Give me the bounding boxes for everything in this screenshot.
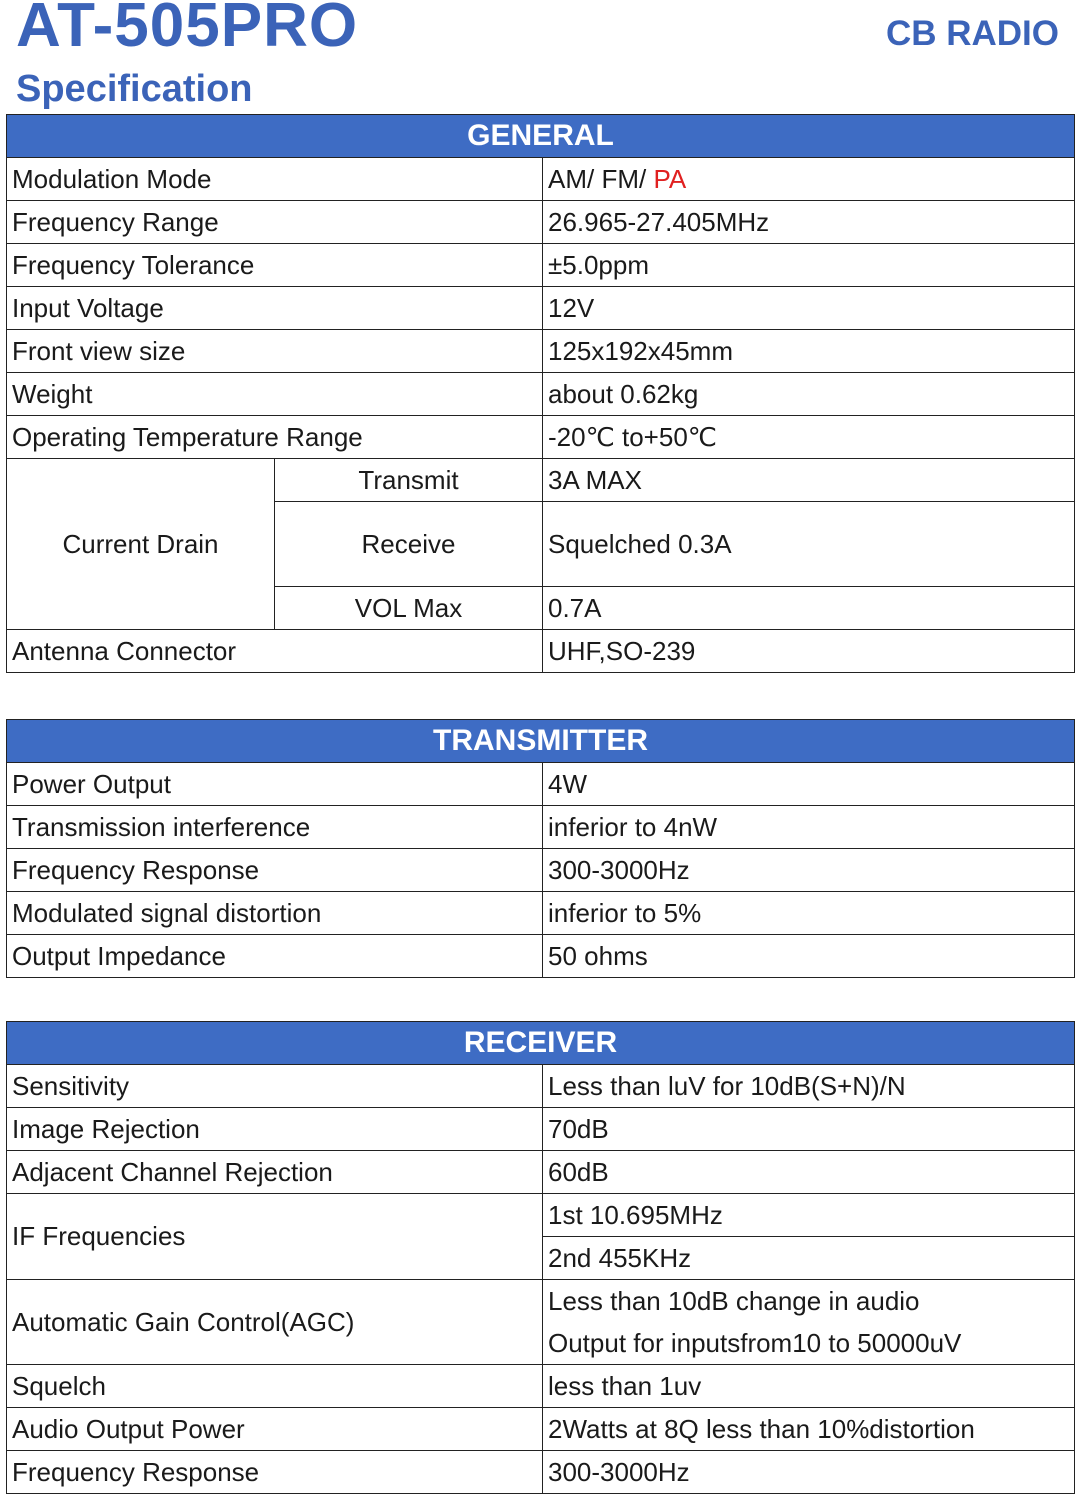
- spec-value: 125x192x45mm: [543, 330, 1075, 373]
- table-row: [7, 201, 1075, 244]
- current-drain-label: Current Drain: [7, 459, 275, 630]
- spec-label: Antenna Connector: [7, 630, 543, 673]
- spec-value: 3A MAX: [543, 459, 1075, 502]
- spec-value: less than 1uv: [543, 1365, 1075, 1408]
- transmitter-table: [6, 719, 1075, 978]
- spec-sublabel: VOL Max: [275, 587, 543, 630]
- spec-value: 12V: [543, 287, 1075, 330]
- model-title: AT-505PRO: [16, 0, 359, 60]
- spec-value: 50 ohms: [543, 935, 1075, 978]
- spec-value: Squelched 0.3A: [543, 502, 1075, 587]
- spec-label: Modulated signal distortion: [7, 892, 543, 935]
- spec-value: Less than luV for 10dB(S+N)/N: [543, 1065, 1075, 1108]
- spec-label: Input Voltage: [7, 287, 543, 330]
- highlight-value: PA: [653, 163, 687, 194]
- table-row: [7, 1194, 1075, 1237]
- table-row: [7, 1151, 1075, 1194]
- receiver-header: RECEIVER: [7, 1022, 1075, 1065]
- table-row: [7, 1365, 1075, 1408]
- spec-label: Transmission interference: [7, 806, 543, 849]
- table-row: [7, 1280, 1075, 1323]
- spec-sublabel: Transmit: [275, 459, 543, 502]
- spec-label: Frequency Response: [7, 849, 543, 892]
- spec-value: about 0.62kg: [543, 373, 1075, 416]
- table-row: [7, 1108, 1075, 1151]
- spec-label: Image Rejection: [7, 1108, 543, 1151]
- spec-value: AM/ FM/ PA: [543, 158, 1075, 201]
- table-row: [7, 892, 1075, 935]
- table-row: [7, 244, 1075, 287]
- spec-value: -20℃ to+50℃: [543, 416, 1075, 459]
- table-row: [7, 459, 1075, 502]
- spec-label: Frequency Range: [7, 201, 543, 244]
- spec-value: ±5.0ppm: [543, 244, 1075, 287]
- table-row: [7, 158, 1075, 201]
- table-row: [7, 416, 1075, 459]
- table-row: [7, 763, 1075, 806]
- transmitter-header: TRANSMITTER: [7, 720, 1075, 763]
- receiver-table: [6, 1021, 1075, 1494]
- spec-label: Operating Temperature Range: [7, 416, 543, 459]
- general-table: [6, 114, 1075, 673]
- spec-value: inferior to 5%: [543, 892, 1075, 935]
- spec-value: Less than 10dB change in audio: [543, 1280, 1075, 1323]
- spec-value: 0.7A: [543, 587, 1075, 630]
- spec-value: Output for inputsfrom10 to 50000uV: [543, 1322, 1075, 1365]
- spec-value: 1st 10.695MHz: [543, 1194, 1075, 1237]
- spec-value: 60dB: [543, 1151, 1075, 1194]
- spec-value: 300-3000Hz: [543, 1451, 1075, 1494]
- spec-label: Audio Output Power: [7, 1408, 543, 1451]
- spec-label: Squelch: [7, 1365, 543, 1408]
- spec-value: 2Watts at 8Q less than 10%distortion: [543, 1408, 1075, 1451]
- spec-label: Weight: [7, 373, 543, 416]
- spec-value: UHF,SO-239: [543, 630, 1075, 673]
- spec-label: Output Impedance: [7, 935, 543, 978]
- spec-label: IF Frequencies: [7, 1194, 543, 1280]
- spec-value: 26.965-27.405MHz: [543, 201, 1075, 244]
- spec-label: Adjacent Channel Rejection: [7, 1151, 543, 1194]
- table-row: [7, 373, 1075, 416]
- table-row: [7, 630, 1075, 673]
- spec-sublabel: Receive: [275, 502, 543, 587]
- spec-label: Frequency Tolerance: [7, 244, 543, 287]
- general-header: GENERAL: [7, 115, 1075, 158]
- table-row: [7, 1065, 1075, 1108]
- spec-value: 2nd 455KHz: [543, 1237, 1075, 1280]
- spec-value: 300-3000Hz: [543, 849, 1075, 892]
- spec-value: 70dB: [543, 1108, 1075, 1151]
- table-row: [7, 935, 1075, 978]
- spec-value: inferior to 4nW: [543, 806, 1075, 849]
- table-row: [7, 330, 1075, 373]
- table-row: [7, 287, 1075, 330]
- page-subtitle: Specification: [16, 68, 253, 110]
- spec-label: Automatic Gain Control(AGC): [7, 1280, 543, 1365]
- spec-label: Modulation Mode: [7, 158, 543, 201]
- spec-label: Frequency Response: [7, 1451, 543, 1494]
- spec-value: 4W: [543, 763, 1075, 806]
- spec-label: Power Output: [7, 763, 543, 806]
- table-row: [7, 1451, 1075, 1494]
- category-label: CB RADIO: [885, 14, 1059, 53]
- spec-label: Sensitivity: [7, 1065, 543, 1108]
- spec-label: Front view size: [7, 330, 543, 373]
- table-row: [7, 806, 1075, 849]
- table-row: [7, 849, 1075, 892]
- table-row: [7, 1408, 1075, 1451]
